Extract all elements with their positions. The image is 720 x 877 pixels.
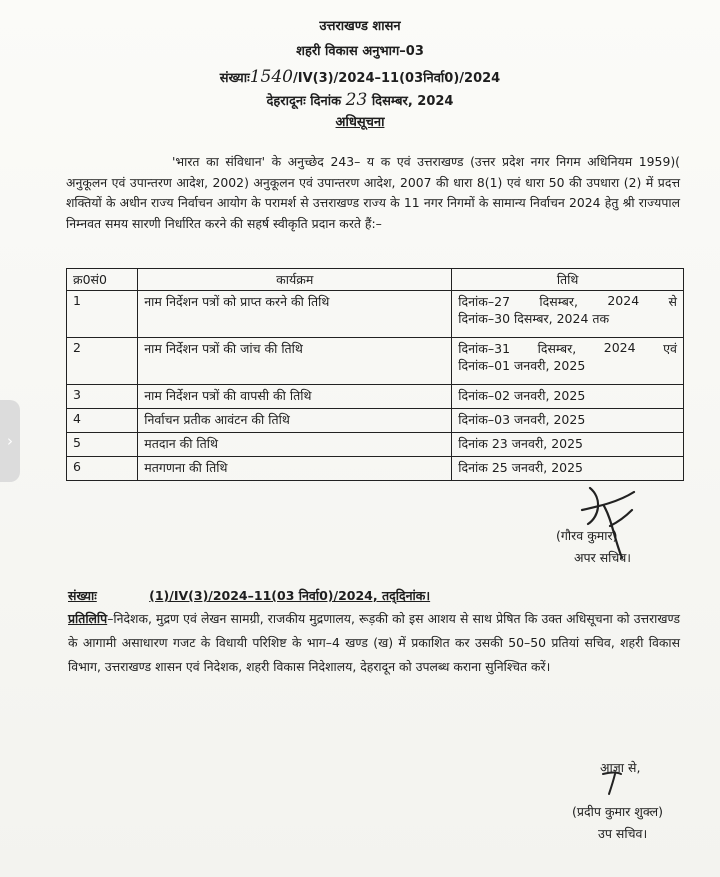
copy-paragraph <box>68 607 680 679</box>
header-serial: क्र0सं0 <box>67 269 138 291</box>
cell-date: दिनांक–03 जनवरी, 2025 <box>452 409 684 433</box>
signatory-1 <box>556 525 631 569</box>
signatory-2-designation: उप सचिव। <box>598 826 648 841</box>
signatory-2-name: (प्रदीप कुमार शुक्ल) <box>572 804 664 819</box>
table-header-row <box>67 269 684 291</box>
number-rest: /IV(3)/2024–11(03निर्वा0)/2024 <box>292 71 501 86</box>
section-heading: शहरी विकास अनुभाग–03 <box>296 44 424 59</box>
cell-serial: 4 <box>67 409 138 433</box>
intro-paragraph: 'भारत का संविधान' के अनुच्छेद 243– य क एवं उत्तराखण्ड (उत्तर प्रदेश नगर निगम अधिनियम 1959)( अनुकूलन एवं उपान्तरण आदेश, 2002) अनुकूलन एवं उपान्तरण आदेश, 2007 की धारा 8(1) एवं धारा 50 की उपधारा (2) में प्रदत्त शक्तियों के अधीन राज्य निर्वाचन आयोग के परामर्श से उत्तराखण्ड राज्य के 11 नगर निगमों के सामान्य निर्वाचन 2024 हेतु श्री राज्यपाल निम्नवत समय सारणी निर्धारित करने की सहर्ष स्वीकृति प्रदान करते हैं:– <box>66 154 680 231</box>
cell-event: नाम निर्देशन पत्रों की जांच की तिथि <box>138 338 452 385</box>
place-label: देहरादूनः दिनांक <box>266 94 342 109</box>
table-row <box>67 433 684 457</box>
election-schedule-table <box>66 268 684 481</box>
date-line-2: दिनांक–30 दिसम्बर, 2024 तक <box>458 311 610 326</box>
signatory-2 <box>572 757 663 845</box>
date-part: दिनांक–27 <box>458 294 511 309</box>
cell-event: मतगणना की तिथि <box>138 457 452 481</box>
table-row <box>67 457 684 481</box>
cell-event: नाम निर्देशन पत्रों की वापसी की तिथि <box>138 385 452 409</box>
copy-reference <box>68 587 430 604</box>
cell-date: दिनांक 23 जनवरी, 2025 <box>452 433 684 457</box>
date-rest: दिसम्बर, 2024 <box>371 94 454 109</box>
govt-heading: उत्तराखण्ड शासन <box>319 19 401 34</box>
cell-event: नाम निर्देशन पत्रों को प्राप्त करने की तिथि <box>138 291 452 338</box>
date-part: से <box>668 294 677 309</box>
date-part: दिनांक–31 <box>458 341 511 356</box>
cell-serial: 3 <box>67 385 138 409</box>
copy-text: –निदेशक, मुद्रण एवं लेखन सामग्री, राजकीय मुद्रणालय, रूड़की को इस आशय से साथ प्रेषित कि उक्त अधिसूचना को उत्तराखण्ड के आगामी असाधारण गजट के विधायी परिशिष्ट के भाग–4 खण्ड (ख) में प्रकाशित कर उसकी 50–50 प्रतियां सचिव, शहरी विकास विभाग, उत्तराखण्ड शासन एवं निदेशक, शहरी विकास निदेशालय, देहरादून को उपलब्ध कराना सुनिश्चित करें। <box>68 611 680 674</box>
cell-date <box>452 338 684 385</box>
date-part: एवं <box>663 341 677 356</box>
cell-serial: 5 <box>67 433 138 457</box>
document-title: अधिसूचना <box>335 115 385 130</box>
date-part: दिसम्बर, <box>539 294 579 309</box>
table-row <box>67 385 684 409</box>
date-line-2: दिनांक–01 जनवरी, 2025 <box>458 358 586 373</box>
cell-date <box>452 291 684 338</box>
signatory-1-designation: अपर सचिव। <box>574 550 632 565</box>
copy-ref-label: संख्याः <box>68 588 97 603</box>
header-date: तिथि <box>452 269 684 291</box>
signature-space <box>572 779 663 801</box>
cell-date: दिनांक 25 जनवरी, 2025 <box>452 457 684 481</box>
cell-serial: 6 <box>67 457 138 481</box>
place-date-line <box>0 90 720 110</box>
cell-serial: 2 <box>67 338 138 385</box>
notification-number <box>0 67 720 87</box>
copy-label: प्रतिलिपि <box>68 611 108 626</box>
date-part: दिसम्बर, <box>537 341 577 356</box>
date-part: 2024 <box>603 340 636 355</box>
number-handwritten: 1540 <box>249 67 293 87</box>
date-handwritten: 23 <box>345 90 368 110</box>
number-label: संख्याः <box>219 71 250 86</box>
header-event: कार्यक्रम <box>138 269 452 291</box>
cell-date: दिनांक–02 जनवरी, 2025 <box>452 385 684 409</box>
table-row <box>67 409 684 433</box>
cell-event: निर्वाचन प्रतीक आवंटन की तिथि <box>138 409 452 433</box>
date-part: 2024 <box>607 293 640 308</box>
table-row <box>67 291 684 338</box>
next-page-chevron-icon[interactable]: › <box>0 400 20 482</box>
signatory-1-name: (गौरव कुमार) <box>556 528 618 543</box>
cell-event: मतदान की तिथि <box>138 433 452 457</box>
by-order-text: आज्ञा से, <box>600 760 641 775</box>
cell-serial: 1 <box>67 291 138 338</box>
table-row <box>67 338 684 385</box>
copy-ref-number: (1)/IV(3)/2024–11(03 निर्वा0)/2024, तद्‌दिनांक। <box>149 588 431 603</box>
